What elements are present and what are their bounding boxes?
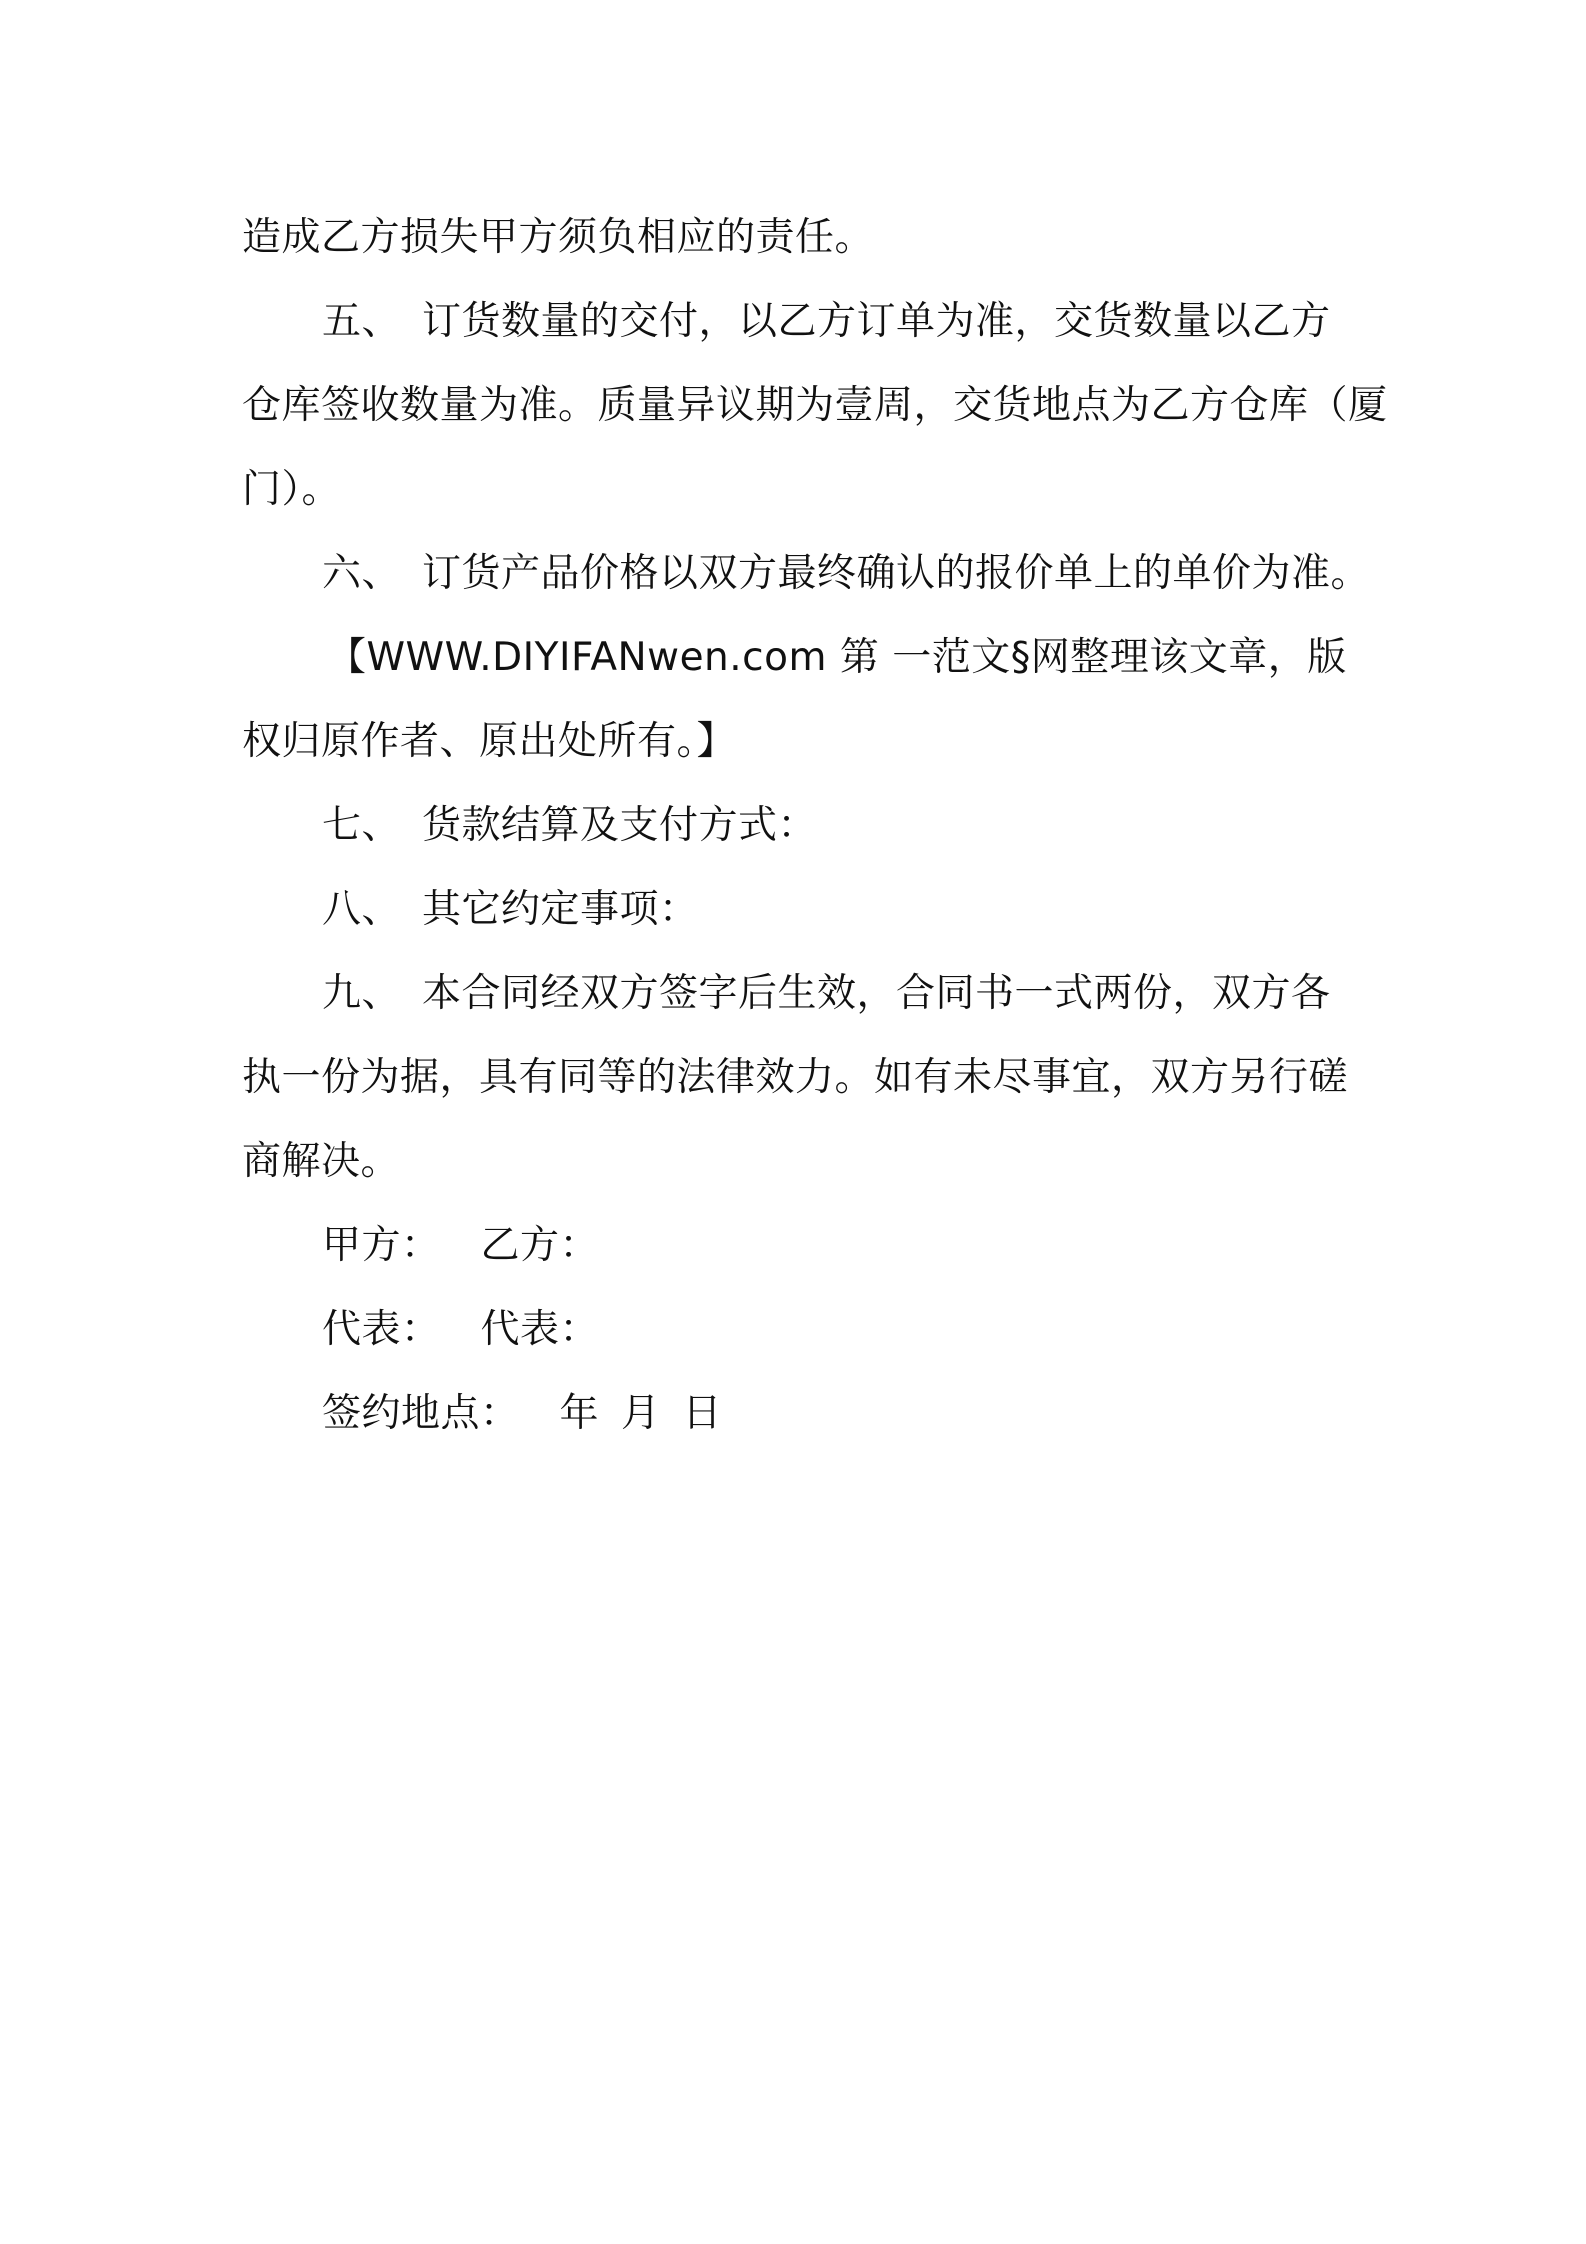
clause-text: 本合同经双方签字后生效，合同书一式两份，双方各 (422, 971, 1331, 1016)
clause-nine-line-3: 商解决。 (242, 1139, 401, 1184)
clause-text: 订货产品价格以双方最终确认的报价单上的单价为准。 (422, 551, 1371, 596)
clause-number: 九、 (322, 971, 402, 1016)
clause-five-line-3: 门）。 (242, 467, 342, 512)
clause-text: 订货数量的交付，以乙方订单为准，交货数量以乙方 (422, 299, 1331, 344)
rep-b-label: 代表： (480, 1307, 600, 1352)
rep-a-label: 代表： (322, 1307, 441, 1352)
clause-number: 五、 (322, 299, 402, 344)
clause-eight (242, 868, 1354, 952)
source-note-line-1: 【WWW.DIYIFANwen.com 第 一范文§网整理该文章，版 (327, 635, 1347, 680)
clause-nine-line-1 (242, 952, 1354, 1036)
clause-number: 六、 (322, 551, 402, 596)
party-b-label: 乙方： (480, 1223, 600, 1268)
clause-six (242, 532, 1371, 616)
paragraph-line: 造成乙方损失甲方须负相应的责任。 (242, 215, 875, 260)
contract-body (242, 196, 1388, 1456)
clause-text: 货款结算及支付方式： (422, 803, 818, 848)
signature-representatives (242, 1288, 1354, 1372)
clause-number: 七、 (322, 803, 402, 848)
party-a-label: 甲方： (322, 1223, 441, 1268)
clause-five-line-1 (242, 280, 1354, 364)
clause-text: 其它约定事项： (422, 887, 699, 932)
clause-nine-line-2: 执一份为据，具有同等的法律效力。如有未尽事宜，双方另行磋 (242, 1055, 1349, 1100)
clause-five-line-2: 仓库签收数量为准。质量异议期为壹周，交货地点为乙方仓库（厦 (242, 383, 1388, 428)
clause-seven (242, 784, 1354, 868)
year-label: 年 (559, 1391, 600, 1436)
source-note-line-2: 权归原作者、原出处所有。】 (242, 719, 737, 764)
signature-parties (242, 1204, 1354, 1288)
month-label: 月 (621, 1391, 661, 1436)
clause-number: 八、 (322, 887, 402, 932)
place-label: 签约地点： (322, 1391, 520, 1436)
day-label: 日 (682, 1391, 723, 1436)
signature-place-date (242, 1372, 1354, 1456)
